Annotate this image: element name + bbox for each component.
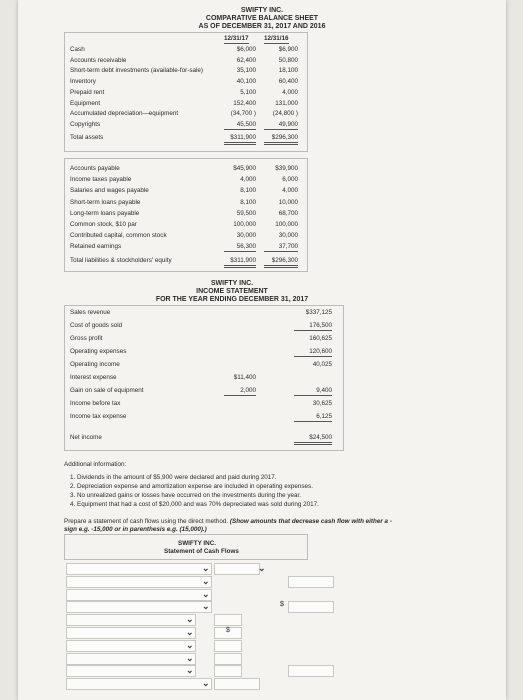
liability-value-2016: 68,700 <box>278 209 298 217</box>
liability-value-2017: $45,900 <box>233 165 256 172</box>
liability-value-2016: $39,900 <box>275 165 298 172</box>
additional-item-1: 1. Dividends in the amount of $5,900 were declared and paid during 2017. <box>70 474 277 481</box>
income-row-label: Gain on sale of equipment <box>70 387 144 394</box>
additional-heading: Additional information: <box>64 461 127 468</box>
liability-value-2016: $296,300 <box>264 257 298 268</box>
income-row-label: Sales revenue <box>70 309 111 316</box>
asset-value-2017: 35,100 <box>236 67 256 75</box>
liability-label: Accounts payable <box>70 165 120 172</box>
asset-label: Short-term debt investments (available-for-sale) <box>70 67 203 75</box>
cash-flow-amount-input[interactable] <box>214 678 260 690</box>
liability-label: Income taxes payable <box>70 176 132 184</box>
additional-item-2: 2. Depreciation expense and amortization expense are included in operating expenses. <box>70 483 313 490</box>
liability-label: Retained earnings <box>70 243 122 251</box>
asset-label: Total assets <box>70 133 104 141</box>
cash-flow-line-dropdown[interactable] <box>66 576 212 588</box>
bs-col-2016: 12/31/16 <box>264 35 289 42</box>
income-row-inner-value: 2,000 <box>224 387 256 396</box>
cash-flow-amount-input[interactable] <box>288 601 334 613</box>
cash-flow-amount-input[interactable] <box>288 576 334 588</box>
asset-value-2016: $6,900 <box>278 46 298 53</box>
chevron-down-icon: ⌄ <box>202 678 210 689</box>
asset-value-2017: 152,400 <box>233 99 256 107</box>
bs-company: SWIFTY INC. <box>240 7 284 14</box>
asset-value-2016: $296,300 <box>264 134 298 145</box>
asset-label: Equipment <box>70 99 101 107</box>
liability-value-2017: 30,000 <box>236 232 256 240</box>
chevron-down-icon: ⌄ <box>202 601 210 612</box>
additional-item-3: 3. No unrealized gains or losses have occurred on the investments during the year. <box>70 492 302 499</box>
asset-value-2016: 18,100 <box>278 67 298 75</box>
income-row-value: $337,125 <box>305 309 332 316</box>
liability-value-2016: 100,000 <box>275 221 298 228</box>
instructions-plain: Prepare a statement of cash flows using the direct method. <box>64 518 229 525</box>
chevron-down-icon: ⌄ <box>186 614 194 625</box>
liability-label: Long-term loans payable <box>70 209 140 217</box>
liability-label: Common stock, $10 par <box>70 221 137 228</box>
scf-company: SWIFTY INC. <box>178 540 217 547</box>
income-row-label: Income tax expense <box>70 413 127 420</box>
income-row-value: 9,400 <box>294 387 332 396</box>
liability-label: Short-term loans payable <box>70 198 141 206</box>
asset-label: Copyrights <box>70 120 101 128</box>
instructions-bold: (Show amounts that decrease cash flow with either a - sign e.g. -15,000 or in parenthesis e.g. (15,000).) <box>64 518 392 533</box>
income-row-label: Gross profit <box>70 335 103 342</box>
income-row-value: 30,625 <box>312 400 332 407</box>
liability-value-2017: 8,100 <box>240 187 256 195</box>
dollar-sign: $ <box>226 627 230 634</box>
asset-value-2017: 45,500 <box>224 121 256 130</box>
asset-label: Cash <box>70 46 85 53</box>
liability-label: Salaries and wages payable <box>70 187 149 195</box>
scf-title: Statement of Cash Flows <box>164 548 239 555</box>
income-row-value: 160,625 <box>309 335 332 342</box>
income-row-value: 6,125 <box>294 413 332 422</box>
chevron-down-icon: ⌄ <box>186 665 194 676</box>
chevron-down-icon: ⌄ <box>186 627 194 637</box>
asset-value-2017: 5,100 <box>240 88 256 96</box>
cash-flow-amount-input[interactable] <box>214 563 260 575</box>
asset-value-2016: 131,000 <box>275 99 298 107</box>
cash-flow-amount-input[interactable] <box>214 665 242 677</box>
scf-title-border <box>64 534 308 560</box>
asset-label: Inventory <box>70 78 96 86</box>
asset-value-2016: (24,800 ) <box>272 110 298 118</box>
worksheet-page <box>18 0 506 700</box>
liability-label: Contributed capital, common stock <box>70 232 167 240</box>
is-title: INCOME STATEMENT <box>196 288 268 295</box>
asset-value-2016: 4,000 <box>282 88 298 96</box>
dollar-sign: $ <box>280 601 284 609</box>
income-row-value: 120,600 <box>294 348 332 357</box>
cash-flow-amount-input[interactable] <box>214 653 242 665</box>
asset-label: Accounts receivable <box>70 56 127 64</box>
additional-item-4: 4. Equipment that had a cost of $20,000 and was 70% depreciated was sold during 2017. <box>70 501 319 508</box>
cash-flow-amount-input[interactable] <box>214 614 242 626</box>
cash-flow-line-dropdown[interactable] <box>66 589 212 601</box>
liability-value-2017: 8,100 <box>240 198 256 206</box>
bs-subtitle: AS OF DECEMBER 31, 2017 AND 2016 <box>198 23 326 30</box>
cash-flow-amount-input[interactable] <box>288 665 334 677</box>
income-row-label: Net income <box>70 434 102 441</box>
cash-flow-line-dropdown[interactable] <box>66 640 196 652</box>
chevron-down-icon: ⌄ <box>186 652 194 663</box>
liability-value-2017: 4,000 <box>240 176 256 184</box>
chevron-down-icon: ⌄ <box>202 563 210 573</box>
asset-value-2017: 62,400 <box>236 56 256 64</box>
cash-flow-line-dropdown[interactable] <box>66 614 196 626</box>
bs-title: COMPARATIVE BALANCE SHEET <box>205 15 319 22</box>
cash-flow-line-dropdown[interactable] <box>66 627 196 639</box>
asset-value-2017: (34,700 ) <box>230 110 256 118</box>
liability-value-2017: $311,900 <box>224 257 256 268</box>
liability-label: Total liabilities & stockholders' equity <box>70 256 172 264</box>
liability-value-2016: 10,000 <box>278 198 298 206</box>
income-row-label: Operating income <box>70 361 120 368</box>
is-subtitle: FOR THE YEAR ENDING DECEMBER 31, 2017 <box>155 296 309 303</box>
asset-value-2016: 50,800 <box>278 56 298 64</box>
income-row-label: Cost of goods sold <box>70 322 123 329</box>
asset-label: Prepaid rent <box>70 88 105 96</box>
income-row-label: Operating expenses <box>70 348 127 355</box>
income-row-value: $24,500 <box>294 434 332 445</box>
chevron-down-icon: ⌄ <box>202 588 210 599</box>
bs-col-2017: 12/31/17 <box>224 35 249 42</box>
income-row-label: Income before tax <box>70 400 121 407</box>
liability-value-2017: 56,300 <box>224 243 256 252</box>
asset-value-2016: 49,900 <box>264 121 298 130</box>
asset-label: Accumulated depreciation—equipment <box>70 110 179 118</box>
asset-value-2017: 40,100 <box>236 78 256 86</box>
liability-value-2017: 59,500 <box>236 209 256 217</box>
asset-value-2017: $311,900 <box>224 134 256 145</box>
cash-flow-line-dropdown[interactable] <box>66 678 212 690</box>
cash-flow-line-dropdown[interactable] <box>66 653 196 665</box>
liability-value-2016: 4,000 <box>282 187 298 195</box>
instructions <box>64 518 406 534</box>
chevron-down-icon: ⌄ <box>258 563 266 573</box>
cash-flow-line-dropdown[interactable] <box>66 563 212 575</box>
chevron-down-icon: ⌄ <box>202 575 210 586</box>
income-row-inner-value: $11,400 <box>233 374 256 381</box>
liability-value-2016: 6,000 <box>282 176 298 184</box>
income-row-value: 40,025 <box>312 361 332 368</box>
asset-value-2016: 60,400 <box>278 78 298 86</box>
liability-value-2016: 30,000 <box>278 232 298 240</box>
income-row-value: 176,500 <box>294 322 332 331</box>
income-row-label: Interest expense <box>70 374 117 381</box>
cash-flow-line-dropdown[interactable] <box>66 601 212 613</box>
is-company: SWIFTY INC. <box>210 280 254 287</box>
cash-flow-amount-input[interactable] <box>214 640 242 652</box>
liability-value-2017: 100,000 <box>233 221 256 228</box>
asset-value-2017: $6,000 <box>236 46 256 53</box>
chevron-down-icon: ⌄ <box>186 639 194 650</box>
liability-value-2016: 37,700 <box>264 243 298 252</box>
cash-flow-line-dropdown[interactable] <box>66 665 196 677</box>
